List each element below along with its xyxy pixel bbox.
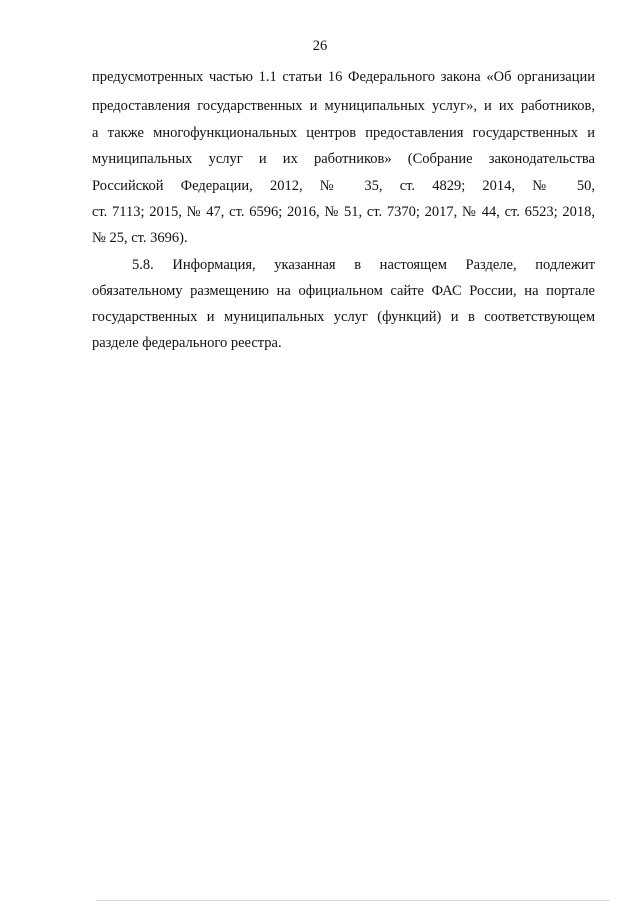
- text-line: разделе федерального реестра.: [92, 335, 282, 351]
- text-line: государственных и муниципальных услуг (функций) и в соответствующем: [92, 309, 595, 325]
- text-line: муниципальных услуг и их работников» (Собрание законодательства: [92, 151, 595, 167]
- text-line: обязательному размещению на официальном сайте ФАС России, на портале: [92, 283, 595, 299]
- text-line: ст. 7113; 2015, № 47, ст. 6596; 2016, № 51, ст. 7370; 2017, № 44, ст. 6523; 2018,: [92, 204, 595, 220]
- text-line: Российской Федерации, 2012, № 35, ст. 4829; 2014, № 50,: [92, 178, 595, 194]
- text-line: 5.8. Информация, указанная в настоящем Разделе, подлежит: [132, 257, 595, 273]
- text-line: № 25, ст. 3696).: [92, 230, 188, 246]
- text-line: предусмотренных частью 1.1 статьи 16 Федерального закона «Об организации: [92, 69, 595, 85]
- text-line: а также многофункциональных центров предоставления государственных и: [92, 125, 595, 141]
- page-number: 26: [312, 38, 328, 54]
- scan-edge-divider: [96, 900, 610, 901]
- text-line: предоставления государственных и муниципальных услуг», и их работников,: [92, 98, 595, 114]
